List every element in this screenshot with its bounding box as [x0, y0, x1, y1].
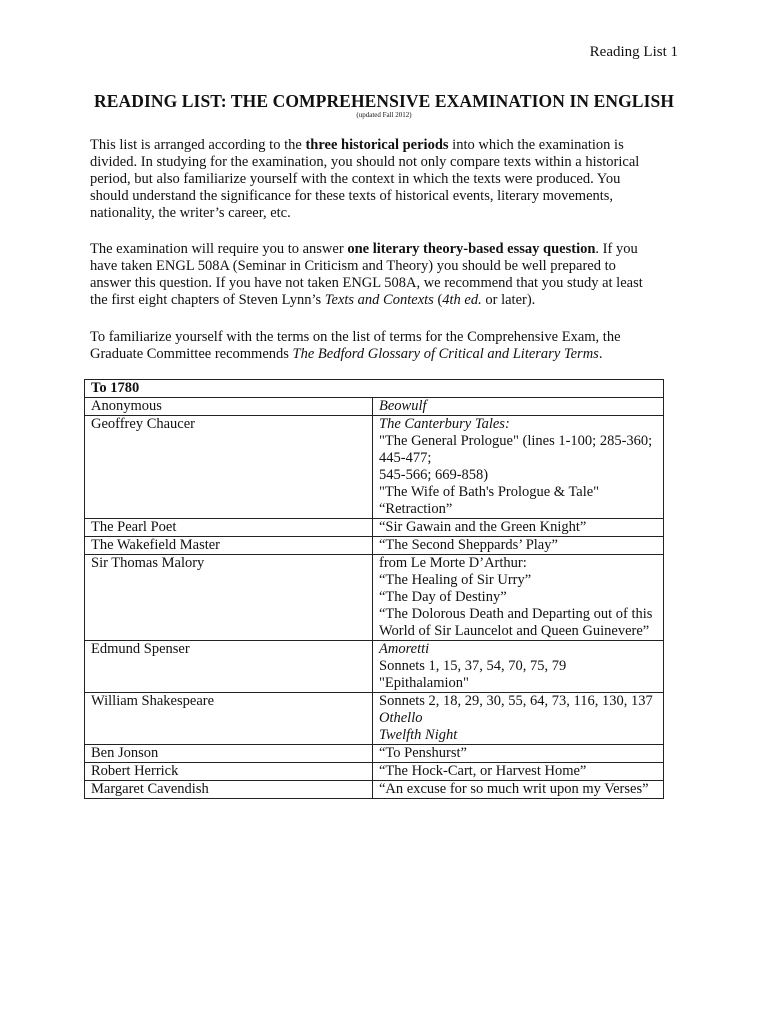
paragraph-line — [90, 292, 690, 309]
works-cell — [373, 555, 664, 641]
bold-phrase: three historical periods — [305, 137, 449, 153]
work-title: Othello — [379, 710, 423, 726]
author-cell: William Shakespeare — [85, 693, 373, 745]
table-row — [85, 537, 664, 555]
paragraph-line — [90, 346, 690, 363]
text-segment: ( — [433, 292, 443, 308]
author-cell: Geoffrey Chaucer — [85, 416, 373, 519]
paragraph-line — [90, 137, 690, 154]
works-cell — [373, 537, 664, 555]
work-title: Amoretti — [379, 641, 430, 657]
reading-list-table — [84, 379, 664, 799]
document-title: READING LIST: THE COMPREHENSIVE EXAMINATION IN ENGLISH — [93, 91, 675, 111]
italic-phrase: The Bedford Glossary of Critical and Literary Terms — [292, 346, 599, 362]
bold-phrase: one literary theory-based essay question — [347, 241, 596, 257]
text-segment: into which the examination is — [448, 137, 624, 153]
work-title: “The Day of Destiny” — [379, 589, 507, 605]
table-row — [85, 641, 664, 693]
italic-phrase: 4th ed. — [442, 292, 482, 308]
text-segment: Graduate Committee recommends — [90, 346, 293, 362]
works-cell — [373, 745, 664, 763]
paragraph-line: divided. In studying for the examination, you should not only compare texts within a historical — [90, 154, 640, 170]
work-title: “Retraction” — [379, 501, 453, 517]
work-title: “The Dolorous Death and Departing out of this World of Sir Launcelot and Queen Guinevere” — [379, 606, 653, 639]
text-segment: . If you — [595, 241, 638, 257]
work-title: “The Healing of Sir Urry” — [379, 572, 532, 588]
text-segment: the first eight chapters of Steven Lynn’s — [90, 292, 325, 308]
works-cell — [373, 416, 664, 519]
author-cell: Ben Jonson — [85, 745, 373, 763]
works-cell — [373, 693, 664, 745]
table-row — [85, 416, 664, 519]
work-title: "The Wife of Bath's Prologue & Tale" — [379, 484, 600, 500]
works-cell — [373, 781, 664, 799]
work-title: The Canterbury Tales: — [379, 416, 510, 432]
intro-paragraph — [90, 137, 690, 222]
running-header: Reading List 1 — [589, 44, 678, 60]
table-row — [85, 555, 664, 641]
author-cell: Margaret Cavendish — [85, 781, 373, 799]
author-cell: Sir Thomas Malory — [85, 555, 373, 641]
work-title: Sonnets 1, 15, 37, 54, 70, 75, 79 — [379, 658, 567, 674]
period-heading: To 1780 — [85, 380, 664, 398]
work-title: “The Hock-Cart, or Harvest Home” — [379, 763, 587, 779]
text-segment: The examination will require you to answer — [90, 241, 348, 257]
work-title: “To Penshurst” — [379, 745, 467, 761]
work-title: "Epithalamion" — [379, 675, 469, 691]
paragraph-line: period, but also familiarize yourself with the context in which the texts were produced. You — [90, 171, 621, 187]
period-header-row — [85, 380, 664, 398]
table-row — [85, 781, 664, 799]
work-title: Sonnets 2, 18, 29, 30, 55, 64, 73, 116, 130, 137 — [379, 693, 653, 709]
work-title: “Sir Gawain and the Green Knight” — [379, 519, 587, 535]
italic-phrase: Texts and Contexts — [324, 292, 434, 308]
work-title: “The Second Sheppards’ Play” — [379, 537, 558, 553]
text-segment: . — [598, 346, 603, 362]
work-title: “An excuse for so much writ upon my Verses” — [379, 781, 649, 797]
theory-paragraph — [90, 241, 690, 309]
author-cell: Anonymous — [85, 398, 373, 416]
author-cell: The Wakefield Master — [85, 537, 373, 555]
works-cell — [373, 519, 664, 537]
work-title: Twelfth Night — [379, 727, 458, 743]
table-row — [85, 763, 664, 781]
work-title: "The General Prologue" (lines 1-100; 285-360; 445-477; — [379, 433, 653, 466]
work-title: from Le Morte D’Arthur: — [379, 555, 527, 571]
author-cell: Robert Herrick — [85, 763, 373, 781]
table-row — [85, 398, 664, 416]
author-cell: The Pearl Poet — [85, 519, 373, 537]
author-cell: Edmund Spenser — [85, 641, 373, 693]
works-cell — [373, 763, 664, 781]
work-title: Beowulf — [379, 398, 427, 414]
glossary-paragraph — [90, 329, 690, 363]
paragraph-line: answer this question. If you have not taken ENGL 508A, we recommend that you study at least — [90, 275, 643, 291]
table-row — [85, 693, 664, 745]
works-cell — [373, 398, 664, 416]
paragraph-line: To familiarize yourself with the terms on the list of terms for the Comprehensive Exam, the — [90, 329, 621, 345]
works-cell — [373, 641, 664, 693]
paragraph-line: have taken ENGL 508A (Seminar in Criticism and Theory) you should be well prepared to — [90, 258, 616, 274]
work-title: 545-566; 669-858) — [379, 467, 489, 483]
text-segment: This list is arranged according to the — [90, 137, 306, 153]
document-subtitle: (updated Fall 2012) — [356, 111, 412, 119]
paragraph-line: nationality, the writer’s career, etc. — [90, 205, 291, 221]
table-row — [85, 745, 664, 763]
paragraph-line — [90, 241, 690, 258]
table-row — [85, 519, 664, 537]
paragraph-line: should understand the significance for these texts of historical events, literary movements, — [90, 188, 614, 204]
text-segment: or later). — [481, 292, 536, 308]
